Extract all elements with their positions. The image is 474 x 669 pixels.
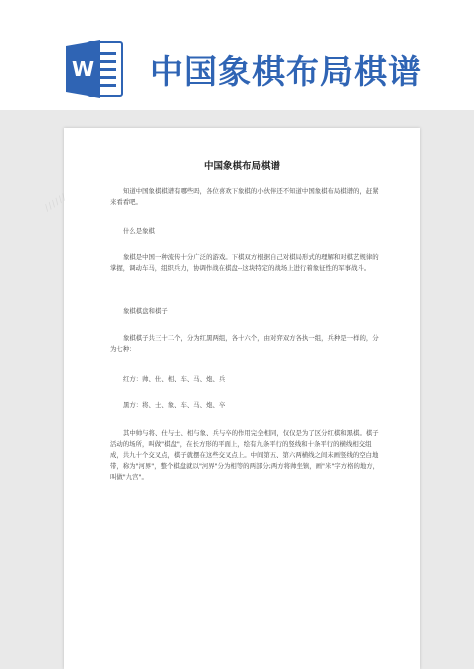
banner-title: 中国象棋布局棋谱 [150, 52, 422, 91]
watermark: ////// [43, 192, 70, 214]
paragraph-intro: 知道中国象棋棋谱有哪些吗，各位喜欢下象棋的小伙伴还不知道中国象棋布局棋谱的，赶紧来看看吧。 [110, 187, 379, 206]
heading-what-is-chess: 什么是象棋 [123, 227, 155, 235]
banner [0, 0, 474, 110]
heading-board-and-pieces: 象棋棋盘和棋子 [123, 307, 168, 315]
document-title: 中国象棋布局棋谱 [203, 161, 280, 172]
logo-letter: W [71, 57, 95, 81]
paragraph-pieces: 象棋棋子共三十二个，分为红黑两组，各十六个，由对弈双方各执一组，兵种是一样的，分为七种： [110, 334, 379, 353]
black-pieces-line: 黑方：将、士、象、车、马、炮、卒 [123, 401, 226, 409]
document-page [43, 128, 420, 669]
paragraph-board-description: 其中帅与将、仕与士、相与象、兵与卒的作用完全相同，仅仅是为了区分红棋和黑棋。棋子活动的场所，叫做"棋盘"，在长方形的平面上，绘有九条平行的竖线和十条平行的横线相交组成，共九十个交叉点，棋子就摆在这些交叉点上。中间第五、第六两横线之间未画竖线的空白地带，称为"河界"，整个棋盘就以"河界"分为相等的两部分;两方将帅坐镇，画"米"字方格的地方，叫做"九宫"。 [110, 429, 380, 481]
paragraph-chess-definition: 象棋是中国一种流传十分广泛的游戏。下棋双方根据自己对棋局形式的理解和对棋艺规律的掌握，调动车马，组织兵力，协调作战在棋盘--这块特定的战场上进行着象征性的军事战斗。 [110, 253, 379, 272]
red-pieces-line: 红方：帅、仕、相、车、马、炮、兵 [123, 375, 226, 383]
word-document-icon [66, 38, 124, 100]
